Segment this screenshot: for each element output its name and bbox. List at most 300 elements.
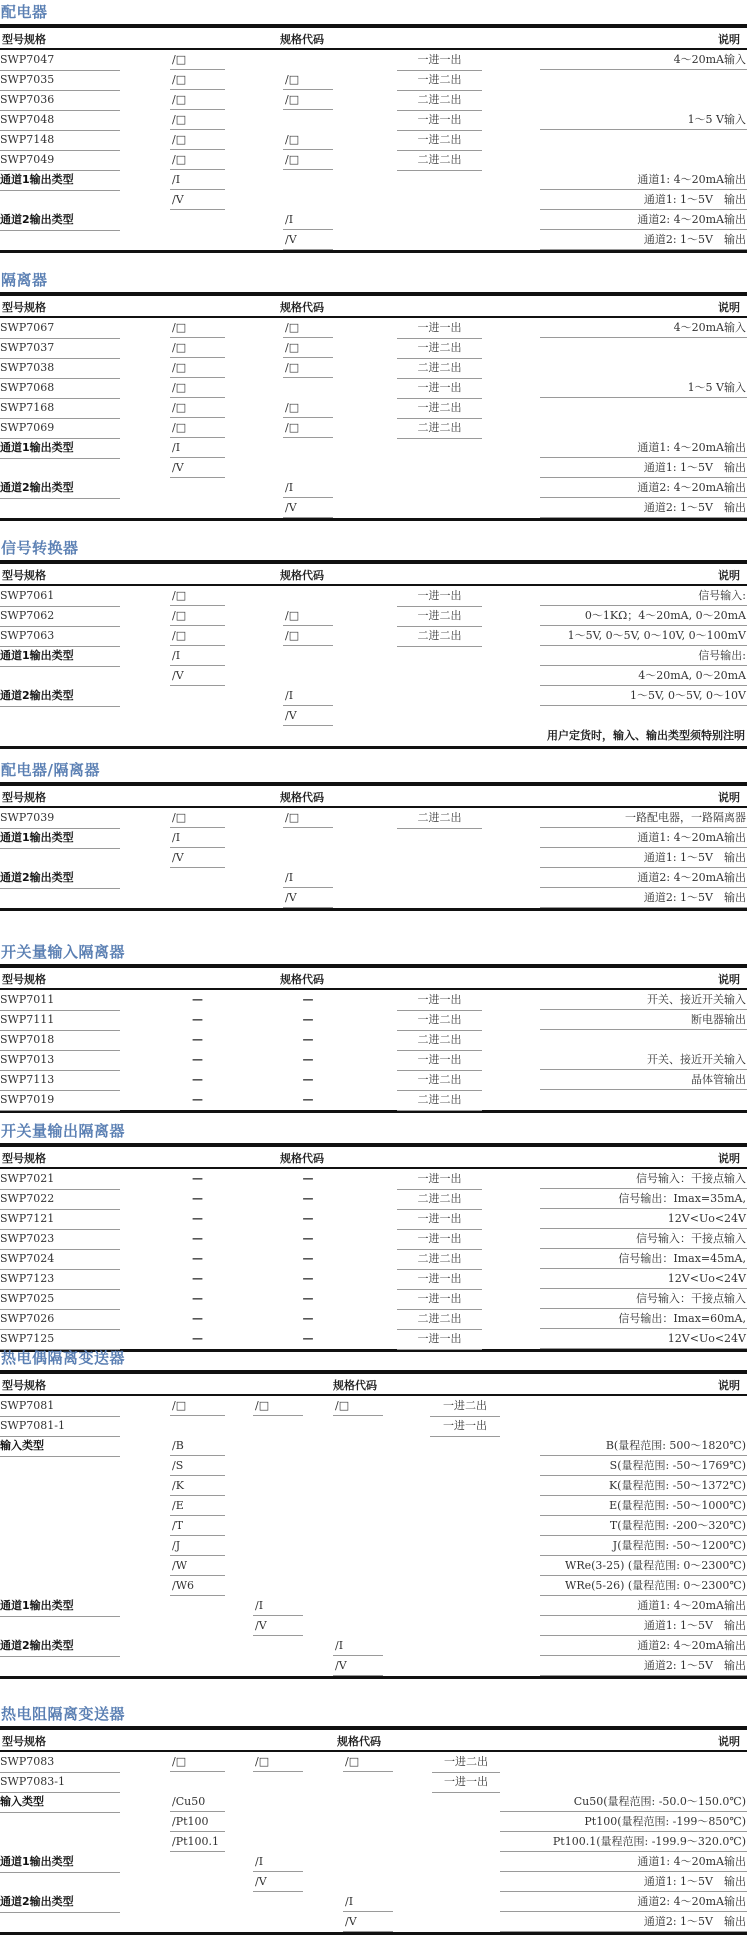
spec-code-cell: /□ [170,586,225,606]
model-cell: 通道2输出类型 [0,210,120,231]
table-row [0,150,747,170]
spec-code-cell [253,1436,303,1456]
section [0,268,747,521]
spec-code-cell: — [192,1212,203,1225]
spec-code-cell [170,210,225,230]
spec-code-cell [343,1852,393,1872]
channel-cell: 二进二出 [397,808,482,829]
model-cell [0,458,120,478]
model-cell: SWP7081-1 [0,1416,120,1437]
spec-code-cell: — [192,1093,203,1106]
table-row [0,586,747,606]
spec-code-cell: — [192,1252,203,1265]
header-model: 型号规格 [2,569,46,582]
table-row [0,498,747,518]
spec-code-cell: /□ [170,358,225,378]
spec-code-cell: /V [170,848,225,868]
table-row [0,378,747,398]
spec-code-cell: /□ [170,90,225,110]
channel-cell [432,1812,500,1832]
spec-code-cell [283,438,333,458]
table-row [0,1010,747,1030]
description-cell [540,398,747,418]
model-cell: SWP7048 [0,110,120,131]
channel-cell [397,210,482,230]
spec-code-cell [283,50,333,70]
table-row [0,1436,747,1456]
model-cell [0,1616,120,1636]
model-cell: 通道1输出类型 [0,828,120,849]
description-cell: 通道1: 1～5V 输出 [540,848,747,868]
model-cell: 通道2输出类型 [0,478,120,499]
table-row [0,1070,747,1090]
spec-code-cell [253,1912,303,1932]
description-cell: 通道2: 4～20mA输出 [500,1892,747,1912]
spec-code-cell: /□ [170,1752,225,1772]
model-cell: SWP7121 [0,1209,120,1230]
spec-code-cell: /□ [283,606,333,626]
table-row [0,1596,747,1616]
spec-code-cell: /□ [170,808,225,828]
description-cell: 信号输入：干接点输入 [540,1229,747,1249]
spec-code-cell [283,828,333,848]
description-cell: 信号输入：干接点输入 [540,1169,747,1189]
channel-cell: 一进一出 [397,1050,482,1071]
channel-cell: 二进二出 [397,1189,482,1210]
spec-code-cell [170,888,225,908]
section-footnote: 用户定货时，输入、输出类型须特别注明 [0,726,747,749]
table-row [0,170,747,190]
description-cell: 通道1: 1～5V 输出 [500,1872,747,1892]
spec-code-cell: /□ [333,1396,383,1416]
channel-cell: 一进一出 [397,1229,482,1250]
spec-code-cell: — [192,1192,203,1205]
model-cell: SWP7081 [0,1396,120,1417]
spec-code-cell: /□ [283,338,333,358]
spec-code-cell: /V [283,498,333,518]
model-cell: SWP7036 [0,90,120,111]
table-row [0,1496,747,1516]
spec-code-cell [283,190,333,210]
spec-code-cell: /□ [170,418,225,438]
table-row [0,70,747,90]
table-row [0,828,747,848]
spec-code-cell [253,1636,303,1656]
channel-cell: 一进二出 [397,338,482,359]
channel-cell: 二进二出 [397,1249,482,1270]
header-desc: 说明 [718,33,740,46]
table-row [0,1616,747,1636]
model-cell: 通道2输出类型 [0,686,120,707]
description-cell [540,338,747,358]
header-spec: 规格代码 [337,1735,381,1748]
spec-code-cell: /Pt100 [170,1812,225,1832]
channel-cell: 二进二出 [397,418,482,439]
spec-code-cell: /I [283,478,333,498]
spec-code-cell [170,1892,225,1912]
table-row [0,1752,747,1772]
description-cell [500,1772,747,1792]
description-cell: 开关、接近开关输入 [540,990,747,1010]
table-row [0,190,747,210]
spec-code-cell [333,1416,383,1436]
spec-code-cell: — [302,1093,314,1106]
channel-cell [397,888,482,908]
channel-cell [430,1616,500,1636]
header-desc: 说明 [718,1379,740,1392]
channel-cell [397,686,482,706]
table-row [0,210,747,230]
spec-code-cell [343,1832,393,1852]
table-row [0,606,747,626]
spec-code-cell [283,110,333,130]
spec-code-cell [253,1812,303,1832]
model-cell: 通道2输出类型 [0,1892,120,1913]
description-cell: S(量程范围: -50～1769℃) [540,1456,747,1476]
model-cell: SWP7123 [0,1269,120,1290]
description-cell [540,1416,747,1436]
spec-code-cell: — [192,993,203,1006]
header-model: 型号规格 [2,1735,46,1748]
spec-code-cell: /V [253,1616,303,1636]
channel-cell [397,666,482,686]
channel-cell [430,1496,500,1516]
spec-code-cell: — [302,1053,314,1066]
spec-code-cell: /B [170,1436,225,1456]
table-row [0,1249,747,1269]
model-cell: 通道1输出类型 [0,170,120,191]
spec-code-cell: — [192,1073,203,1086]
description-cell: 4～20mA输入 [540,50,747,70]
description-cell: K(量程范围: -50～1372℃) [540,1476,747,1496]
table-row [0,230,747,250]
description-cell: 开关、接近开关输入 [540,1050,747,1070]
header-spec: 规格代码 [280,791,324,804]
description-cell: 通道2: 1～5V 输出 [540,1656,747,1676]
table-row [0,1576,747,1596]
spec-code-cell: /T [170,1516,225,1536]
table-row [0,1289,747,1309]
table-row [0,1892,747,1912]
spec-code-cell: /V [253,1872,303,1892]
table-row [0,1050,747,1070]
table-header [0,1726,747,1752]
table-header [0,560,747,586]
spec-code-cell: /□ [283,130,333,150]
spec-code-cell: /S [170,1456,225,1476]
model-cell: SWP7063 [0,626,120,647]
channel-cell: 一进二出 [397,606,482,627]
table-row [0,706,747,726]
spec-code-cell: /□ [170,626,225,646]
spec-code-cell [253,1656,303,1676]
model-cell: SWP7148 [0,130,120,151]
table-row [0,1396,747,1416]
channel-cell [397,646,482,666]
table-row [0,1536,747,1556]
model-cell: SWP7062 [0,606,120,627]
model-cell [0,848,120,868]
description-cell: 1～5 V输入 [540,378,747,398]
description-cell: 信号输出: [540,646,747,666]
table-row [0,1169,747,1189]
channel-cell [397,190,482,210]
description-cell: 通道2: 1～5V 输出 [540,888,747,908]
table-row [0,626,747,646]
table-row [0,686,747,706]
description-cell: T(量程范围: -200～320℃) [540,1516,747,1536]
header-model: 型号规格 [2,1379,46,1392]
description-cell: Pt100(量程范围: -199～850℃) [500,1812,747,1832]
channel-cell: 一进二出 [397,70,482,91]
spec-code-cell [170,1852,225,1872]
model-cell: 输入类型 [0,1436,120,1457]
section [0,758,747,911]
description-cell [540,150,747,170]
model-cell: SWP7013 [0,1050,120,1071]
spec-code-cell: /K [170,1476,225,1496]
spec-code-cell: /Pt100.1 [170,1832,225,1852]
header-desc: 说明 [718,569,740,582]
table-row [0,1090,747,1110]
section [0,940,747,1113]
spec-code-cell [170,868,225,888]
table-row [0,1269,747,1289]
header-model: 型号规格 [2,791,46,804]
spec-code-cell: — [192,1013,203,1026]
header-spec: 规格代码 [280,569,324,582]
description-cell: 12V<Uo<24V [540,1269,747,1289]
spec-code-cell: /V [343,1912,393,1932]
spec-code-cell: — [302,993,314,1006]
description-cell: WRe(3-25) (量程范围: 0～2300℃) [540,1556,747,1576]
channel-cell: 一进一出 [397,1169,482,1190]
table-header [0,24,747,50]
description-cell: 通道1: 1～5V 输出 [540,458,747,478]
spec-code-cell [170,498,225,518]
spec-code-cell: /□ [170,1396,225,1416]
channel-cell: 二进二出 [397,150,482,171]
spec-code-cell [283,848,333,868]
model-cell [0,888,120,908]
table-row [0,130,747,150]
description-cell: B(量程范围: 500～1820℃) [540,1436,747,1456]
section [0,1346,747,1679]
spec-code-cell: /W6 [170,1576,225,1596]
model-cell: 通道1输出类型 [0,438,120,459]
description-cell: 1～5 V输入 [540,110,747,130]
table-row [0,1772,747,1792]
spec-code-cell [170,1872,225,1892]
channel-cell [397,498,482,518]
channel-cell [430,1636,500,1656]
channel-cell: 一进一出 [397,378,482,399]
model-cell: SWP7061 [0,586,120,607]
section-title: 隔离器 [1,271,48,289]
table-row [0,398,747,418]
spec-code-cell: /□ [283,398,333,418]
table-row [0,478,747,498]
channel-cell [430,1656,500,1676]
spec-code-cell: /I [170,646,225,666]
description-cell: 通道1: 1～5V 输出 [540,1616,747,1636]
spec-code-cell [253,1832,303,1852]
model-cell [0,1872,120,1892]
description-cell: Cu50(量程范围: -50.0～150.0℃) [500,1792,747,1812]
table-row [0,318,747,338]
spec-code-cell [283,666,333,686]
description-cell: 12V<Uo<24V [540,1329,747,1349]
spec-code-cell: /I [170,170,225,190]
table-row [0,418,747,438]
spec-code-cell: /□ [343,1752,393,1772]
model-cell: SWP7011 [0,990,120,1011]
model-cell [0,1516,120,1536]
spec-code-cell: /□ [283,626,333,646]
channel-cell: 一进一出 [397,990,482,1011]
section-bottom-rule [0,908,747,911]
model-cell: SWP7038 [0,358,120,379]
table-row [0,848,747,868]
table-header [0,782,747,808]
spec-code-cell: — [302,1272,314,1285]
table-row [0,1636,747,1656]
channel-cell [432,1892,500,1912]
spec-code-cell: /I [253,1596,303,1616]
header-model: 型号规格 [2,1152,46,1165]
spec-code-cell: /□ [170,338,225,358]
table-row [0,1792,747,1812]
channel-cell: 二进二出 [397,358,482,379]
spec-code-cell: /J [170,1536,225,1556]
channel-cell [430,1576,500,1596]
table-row [0,1456,747,1476]
description-cell: 信号输入：干接点输入 [540,1289,747,1309]
description-cell: 信号输出：Imax=60mA, [540,1309,747,1329]
description-cell [540,358,747,378]
spec-code-cell: /I [170,828,225,848]
model-cell: 输入类型 [0,1792,120,1813]
spec-code-cell: — [192,1312,203,1325]
spec-code-cell: /□ [283,808,333,828]
section-bottom-rule [0,518,747,521]
description-cell [540,1090,747,1110]
spec-code-cell [253,1892,303,1912]
description-cell: WRe(5-26) (量程范围: 0～2300℃) [540,1576,747,1596]
spec-code-cell [283,378,333,398]
description-cell: 1～5V, 0～5V, 0～10V [540,686,747,706]
channel-cell: 一进一出 [397,50,482,71]
spec-code-cell [170,1656,225,1676]
spec-code-cell: /□ [283,90,333,110]
spec-code-cell: /□ [170,606,225,626]
spec-code-cell: — [302,1312,314,1325]
spec-code-cell: /□ [170,50,225,70]
spec-code-cell [333,1436,383,1456]
table-row [0,1229,747,1249]
spec-code-cell: /V [333,1656,383,1676]
table-row [0,1556,747,1576]
channel-cell [430,1476,500,1496]
channel-cell [432,1872,500,1892]
model-cell [0,666,120,686]
spec-code-cell: /I [333,1636,383,1656]
model-cell: 通道1输出类型 [0,646,120,667]
spec-code-cell [283,170,333,190]
description-cell: 通道1: 4～20mA输出 [540,438,747,458]
spec-code-cell: /□ [253,1752,303,1772]
spec-code-cell: /W [170,1556,225,1576]
channel-cell: 一进一出 [397,1269,482,1290]
description-cell: 通道1: 4～20mA输出 [540,170,747,190]
spec-code-cell: /□ [170,130,225,150]
spec-code-cell [170,1636,225,1656]
spec-code-cell: /V [283,230,333,250]
spec-code-cell: /I [283,868,333,888]
channel-cell: 一进一出 [397,110,482,131]
spec-code-cell [333,1536,383,1556]
spec-code-cell [253,1496,303,1516]
section-title: 热电偶隔离变送器 [1,1349,126,1367]
description-cell [540,70,747,90]
model-cell: SWP7035 [0,70,120,91]
channel-cell: 二进二出 [397,626,482,647]
description-cell: 12V<Uo<24V [540,1209,747,1229]
model-cell [0,1476,120,1496]
channel-cell: 一进一出 [397,1329,482,1350]
description-cell: E(量程范围: -50～1000℃) [540,1496,747,1516]
spec-code-cell [170,1912,225,1932]
channel-cell [397,706,482,726]
description-cell [540,418,747,438]
spec-code-cell: — [192,1033,203,1046]
channel-cell [432,1832,500,1852]
description-cell: 信号输出：Imax=35mA, [540,1189,747,1209]
description-cell: 一路配电器，一路隔离器 [540,808,747,828]
table-row [0,338,747,358]
channel-cell: 一进二出 [397,398,482,419]
model-cell: SWP7083-1 [0,1772,120,1793]
description-cell: 信号输出：Imax=45mA, [540,1249,747,1269]
table-header [0,1143,747,1169]
spec-code-cell: /Cu50 [170,1792,225,1812]
spec-code-cell: — [302,1172,314,1185]
model-cell [0,190,120,210]
channel-cell: 二进二出 [397,1030,482,1051]
header-spec: 规格代码 [333,1379,377,1392]
header-model: 型号规格 [2,301,46,314]
spec-code-cell [283,646,333,666]
channel-cell [397,478,482,498]
model-cell: SWP7026 [0,1309,120,1330]
model-cell [0,706,120,726]
spec-code-cell [333,1596,383,1616]
channel-cell: 一进一出 [397,586,482,607]
spec-code-cell [253,1772,303,1792]
header-spec: 规格代码 [280,1152,324,1165]
description-cell [540,706,747,726]
description-cell: 通道2: 4～20mA输出 [540,210,747,230]
spec-code-cell [333,1516,383,1536]
spec-code-cell: — [302,1252,314,1265]
spec-code-cell: /□ [170,110,225,130]
spec-code-cell: — [192,1272,203,1285]
model-cell [0,1496,120,1516]
table-row [0,1516,747,1536]
description-cell: 晶体管输出 [540,1070,747,1090]
spec-code-cell [170,1616,225,1636]
spec-code-cell: /V [283,706,333,726]
